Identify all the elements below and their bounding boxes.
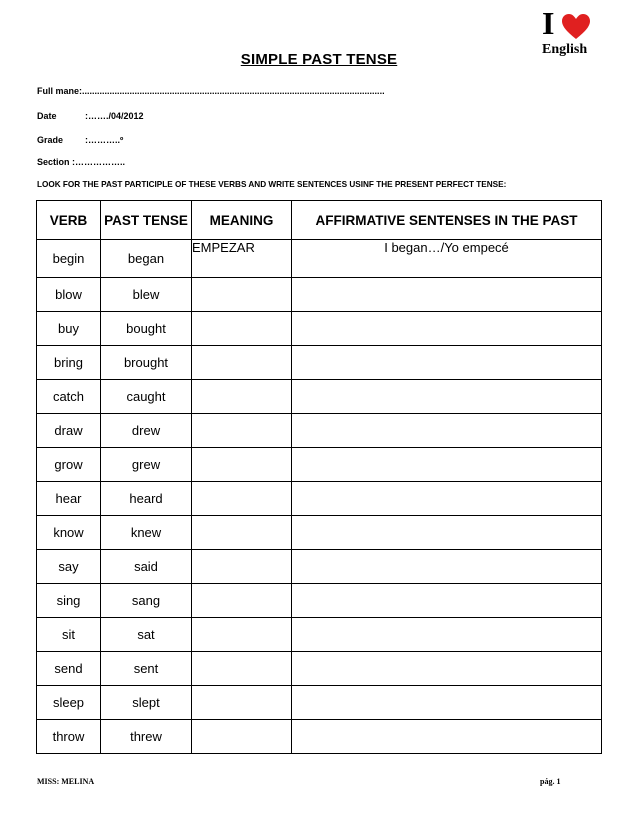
table-row [37,720,602,754]
past-tense-cell: sang [101,584,192,618]
past-tense-cell: caught [101,380,192,414]
table-row [37,346,602,380]
sentence-cell[interactable] [292,584,602,618]
header-past-tense: PAST TENSE [101,201,192,240]
meaning-cell[interactable] [192,618,292,652]
table-row [37,482,602,516]
table-row [37,550,602,584]
header-verb: VERB [37,201,101,240]
grade-value: :………..º [85,135,124,145]
instructions: LOOK FOR THE PAST PARTICIPLE OF THESE VERBS AND WRITE SENTENCES USINF THE PRESENT PERFECT TENSE: [37,180,507,189]
logo-letter: I [542,5,555,41]
meaning-cell[interactable] [192,414,292,448]
verb-cell: throw [37,720,101,754]
table-row [37,652,602,686]
sentence-cell[interactable] [292,516,602,550]
grade-label: Grade [37,135,64,145]
table-row [37,516,602,550]
meaning-cell[interactable] [192,550,292,584]
sentence-cell[interactable] [292,720,602,754]
full-name-field[interactable]: Full mane:......................................................................................................................... [37,86,385,96]
table-header-row [37,201,602,240]
meaning-cell[interactable] [192,346,292,380]
past-tense-cell: slept [101,686,192,720]
verb-cell: catch [37,380,101,414]
page-title: SIMPLE PAST TENSE [240,51,398,68]
sentence-cell[interactable] [292,448,602,482]
verb-cell: sing [37,584,101,618]
date-field[interactable] [37,111,144,121]
date-value: :……./04/2012 [85,111,144,121]
sentence-cell[interactable] [292,652,602,686]
sentence-cell[interactable] [292,278,602,312]
past-tense-cell: threw [101,720,192,754]
sentence-cell[interactable] [292,312,602,346]
verb-cell: blow [37,278,101,312]
verb-cell: draw [37,414,101,448]
meaning-cell[interactable] [192,516,292,550]
past-tense-cell: sent [101,652,192,686]
verb-cell: bring [37,346,101,380]
table-row [37,448,602,482]
verb-cell: sit [37,618,101,652]
date-label: Date [37,111,57,121]
past-tense-cell: began [101,240,192,278]
past-tense-cell: grew [101,448,192,482]
sentence-cell[interactable] [292,550,602,584]
table-row [37,584,602,618]
table-row [37,278,602,312]
table-row [37,686,602,720]
meaning-cell[interactable] [192,448,292,482]
meaning-cell[interactable] [192,380,292,414]
table-row [37,380,602,414]
heart-icon [562,14,590,40]
meaning-cell[interactable] [192,652,292,686]
sentence-cell[interactable] [292,618,602,652]
past-tense-cell: heard [101,482,192,516]
verb-cell: know [37,516,101,550]
meaning-cell[interactable] [192,312,292,346]
meaning-cell[interactable] [192,482,292,516]
meaning-cell[interactable]: EMPEZAR [192,240,292,278]
sentence-cell[interactable]: I began…/Yo empecé [292,240,602,278]
past-tense-cell: sat [101,618,192,652]
verb-cell: begin [37,240,101,278]
logo-word: English [542,42,588,57]
meaning-cell[interactable] [192,584,292,618]
past-tense-cell: bought [101,312,192,346]
verb-cell: buy [37,312,101,346]
sentence-cell[interactable] [292,482,602,516]
past-tense-cell: knew [101,516,192,550]
verb-cell: send [37,652,101,686]
table-row [37,312,602,346]
header-sentences: AFFIRMATIVE SENTENSES IN THE PAST [292,201,602,240]
sentence-cell[interactable] [292,686,602,720]
sentence-cell[interactable] [292,414,602,448]
meaning-cell[interactable] [192,720,292,754]
meaning-cell[interactable] [192,686,292,720]
past-tense-cell: brought [101,346,192,380]
footer-teacher: MISS: MELINA [37,777,95,786]
verbs-table [36,200,602,754]
past-tense-cell: blew [101,278,192,312]
past-tense-cell: drew [101,414,192,448]
table-row [37,240,602,278]
table-row [37,618,602,652]
footer-page-number: pág. 1 [540,777,561,786]
table-row [37,414,602,448]
sentence-cell[interactable] [292,346,602,380]
verb-cell: hear [37,482,101,516]
header-meaning: MEANING [192,201,292,240]
section-field[interactable]: Section :…………….. [37,157,126,167]
sentence-cell[interactable] [292,380,602,414]
past-tense-cell: said [101,550,192,584]
verb-cell: sleep [37,686,101,720]
verb-cell: say [37,550,101,584]
grade-field[interactable] [37,135,123,145]
meaning-cell[interactable] [192,278,292,312]
verb-cell: grow [37,448,101,482]
